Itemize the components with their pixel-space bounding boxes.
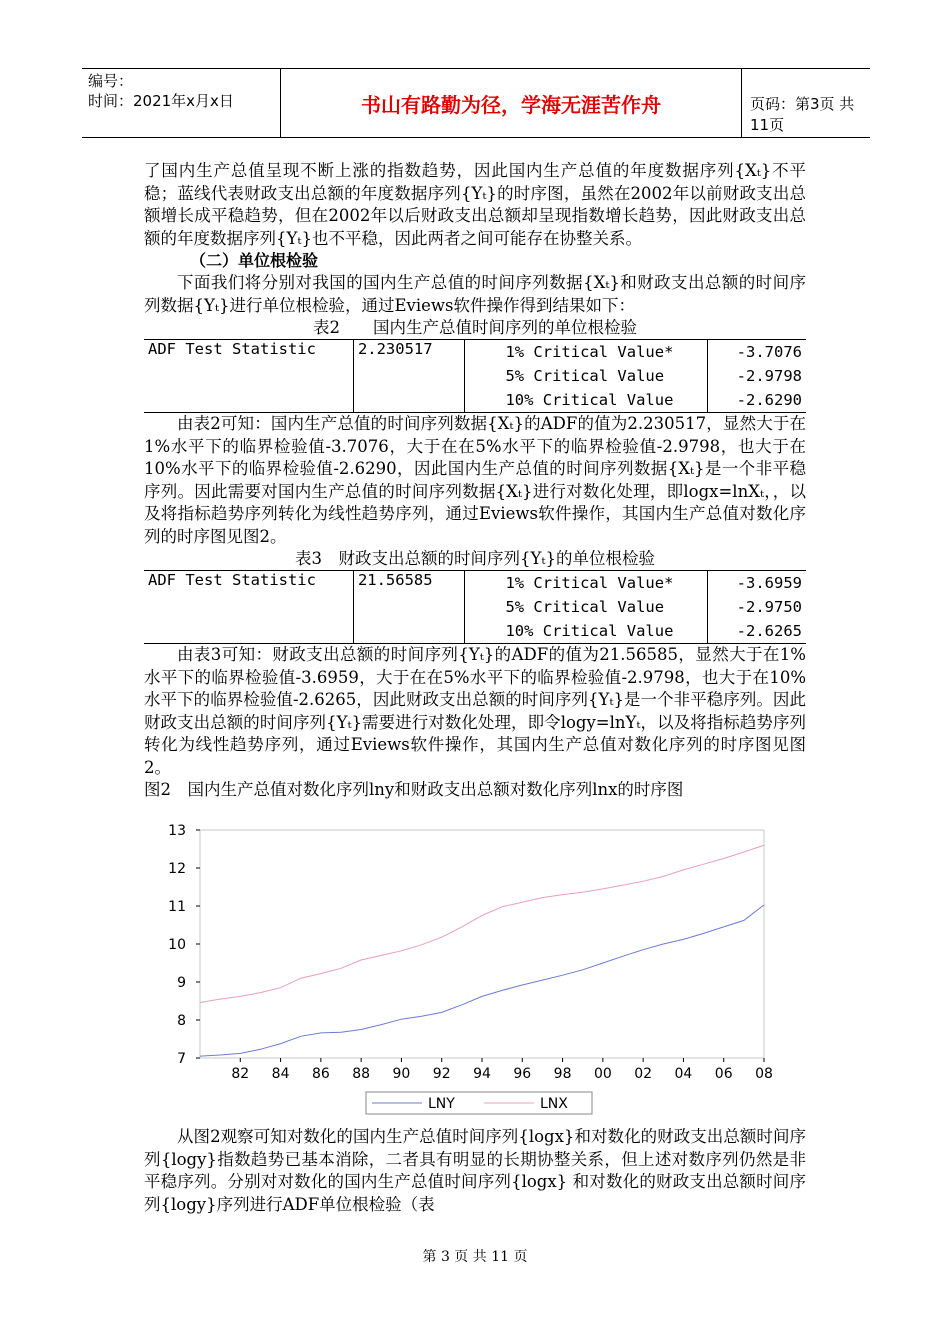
- table-row: [144, 571, 806, 596]
- table3-val-2: -2.9750: [736, 598, 802, 616]
- x-tick-label: 84: [271, 1066, 290, 1082]
- table3-val-1: -3.6959: [707, 571, 806, 596]
- x-tick-label: 94: [473, 1066, 491, 1082]
- document-body-continued: [144, 1126, 806, 1216]
- table2-adf: [144, 339, 806, 413]
- y-tick-label: 11: [168, 899, 186, 915]
- paragraph-5: 从图2观察可知对数化的国内生产总值时间序列{logx}和对数化的财政支出总额时间序列{logy}指数趋势已基本消除，二者具有明显的长期协整关系，但上述对数序列仍然是非平稳序列。分别对对数化的国内生产总值时间序列{logx} 和对数化的财政支出总额时间序列{logy}序列进行ADF单位根检验（表: [144, 1127, 806, 1214]
- x-tick-label: 00: [593, 1066, 612, 1082]
- table2-label: ADF Test Statistic: [144, 340, 353, 413]
- figure2-caption: 图2 国内生产总值对数化序列lny和财政支出总额对数化序列lnx的时序图: [144, 780, 684, 799]
- paragraph-4: 由表3可知：财政支出总额的时间序列{Yₜ}的ADF的值为21.56585，显然大于在1%水平下的临界检验值-3.6959，大于在在5%水平下的临界检验值-2.9798，也大于在10%水平下的临界检验值-2.6265，因此财政支出总额的时间序列{Yₜ}是一个非平稳序列。因此财政支出总额的时间序列{Yₜ}需要进行对数化处理，即令logy=lnYₜ，以及将指标趋势序列转化为线性趋势序列，通过Eviews软件操作，其国内生产总值对数化序列的时序图见图2。: [144, 645, 806, 777]
- x-tick-label: 98: [553, 1066, 572, 1082]
- table2-val-1: -3.7076: [707, 340, 806, 365]
- table3-cv-1: 1% Critical Value*: [465, 571, 707, 596]
- table3-label: ADF Test Statistic: [144, 571, 353, 644]
- x-tick-label: 02: [634, 1066, 653, 1082]
- page-header: [82, 68, 870, 138]
- series-line-lnx: [200, 845, 764, 1002]
- series-line-lny: [200, 905, 764, 1056]
- table2-val-2: -2.9798: [736, 367, 802, 385]
- table2-cv-2: 5% Critical Value: [465, 364, 707, 388]
- y-tick-label: 8: [177, 1013, 186, 1029]
- table-row: [144, 340, 806, 365]
- table3-cv-3: 10% Critical Value: [465, 619, 707, 644]
- x-tick-label: 86: [311, 1066, 330, 1082]
- header-page: 页码：第3页 共11页: [750, 95, 855, 134]
- paragraph-3: 由表2可知：国内生产总值的时间序列数据{Xₜ}的ADF的值为2.230517，显然大于在1%水平下的临界检验值-3.7076，大于在在5%水平下的临界检验值-2.9798，也大于在10%水平下的临界检验值-2.6290，因此国内生产总值的时间序列数据{Xₜ}是一个非平稳序列。因此需要对国内生产总值的时间序列数据{Xₜ}进行对数化处理，即logx=lnXₜ，，以及将指标趋势序列转化为线性趋势序列，通过Eviews软件操作，其国内生产总值对数化序列的时序图见图2。: [144, 414, 806, 546]
- y-tick-label: 9: [177, 975, 186, 991]
- x-tick-label: 96: [513, 1066, 532, 1082]
- y-tick-label: 12: [168, 861, 186, 877]
- header-motto: 书山有路勤为径，学海无涯苦作舟: [280, 69, 742, 137]
- page-footer: 第 3 页 共 11 页: [422, 1249, 528, 1265]
- table3-stat: 21.56585: [353, 571, 465, 644]
- document-body: [144, 160, 806, 802]
- header-info: [88, 71, 234, 111]
- x-tick-label: 88: [352, 1066, 371, 1082]
- legend-label-lny: LNY: [428, 1096, 455, 1112]
- plot-frame: [200, 830, 764, 1058]
- table3-cv-2: 5% Critical Value: [465, 595, 707, 619]
- x-tick-label: 08: [755, 1066, 773, 1082]
- x-tick-label: 82: [231, 1066, 250, 1082]
- legend-label-lnx: LNX: [540, 1096, 568, 1112]
- figure2-line-chart: [144, 818, 784, 1118]
- x-tick-label: 06: [714, 1066, 733, 1082]
- paragraph-2: 下面我们将分别对我国的国内生产总值的时间序列数据{Xₜ}和财政支出总额的时间序列数据{Yₜ}进行单位根检验，通过Eviews软件操作得到结果如下：: [144, 273, 806, 315]
- table2-val-3: -2.6290: [707, 388, 806, 413]
- table3-caption: 表3 财政支出总额的时间序列{Yₜ}的单位根检验: [295, 549, 655, 568]
- y-tick-label: 7: [177, 1051, 186, 1067]
- header-number: 编号：: [88, 72, 134, 90]
- table2-caption: 表2 国内生产总值时间序列的单位根检验: [313, 318, 637, 337]
- paragraph-1: 了国内生产总值呈现不断上涨的指数趋势，因此国内生产总值的年度数据序列{Xₜ}不平稳；蓝线代表财政支出总额的年度数据序列{Yₜ}的时序图，虽然在2002年以前财政支出总额增长成平稳趋势，但在2002年以后财政支出总额却呈现指数增长趋势，因此财政支出总额的年度数据序列{Yₜ}也不平稳，因此两者之间可能存在协整关系。: [144, 161, 806, 248]
- x-tick-label: 04: [674, 1066, 693, 1082]
- table2-stat: 2.230517: [353, 340, 465, 413]
- header-time: 时间：2021年x月x日: [88, 92, 234, 110]
- x-tick-label: 90: [392, 1066, 411, 1082]
- y-tick-label: 13: [168, 823, 186, 839]
- table3-adf: [144, 570, 806, 644]
- table2-cv-3: 10% Critical Value: [465, 388, 707, 413]
- y-tick-label: 10: [168, 937, 186, 953]
- table2-cv-1: 1% Critical Value*: [465, 340, 707, 365]
- x-tick-label: 92: [432, 1066, 451, 1082]
- table3-val-3: -2.6265: [707, 619, 806, 644]
- section-heading-unit-root: （二）单位根检验: [190, 251, 319, 270]
